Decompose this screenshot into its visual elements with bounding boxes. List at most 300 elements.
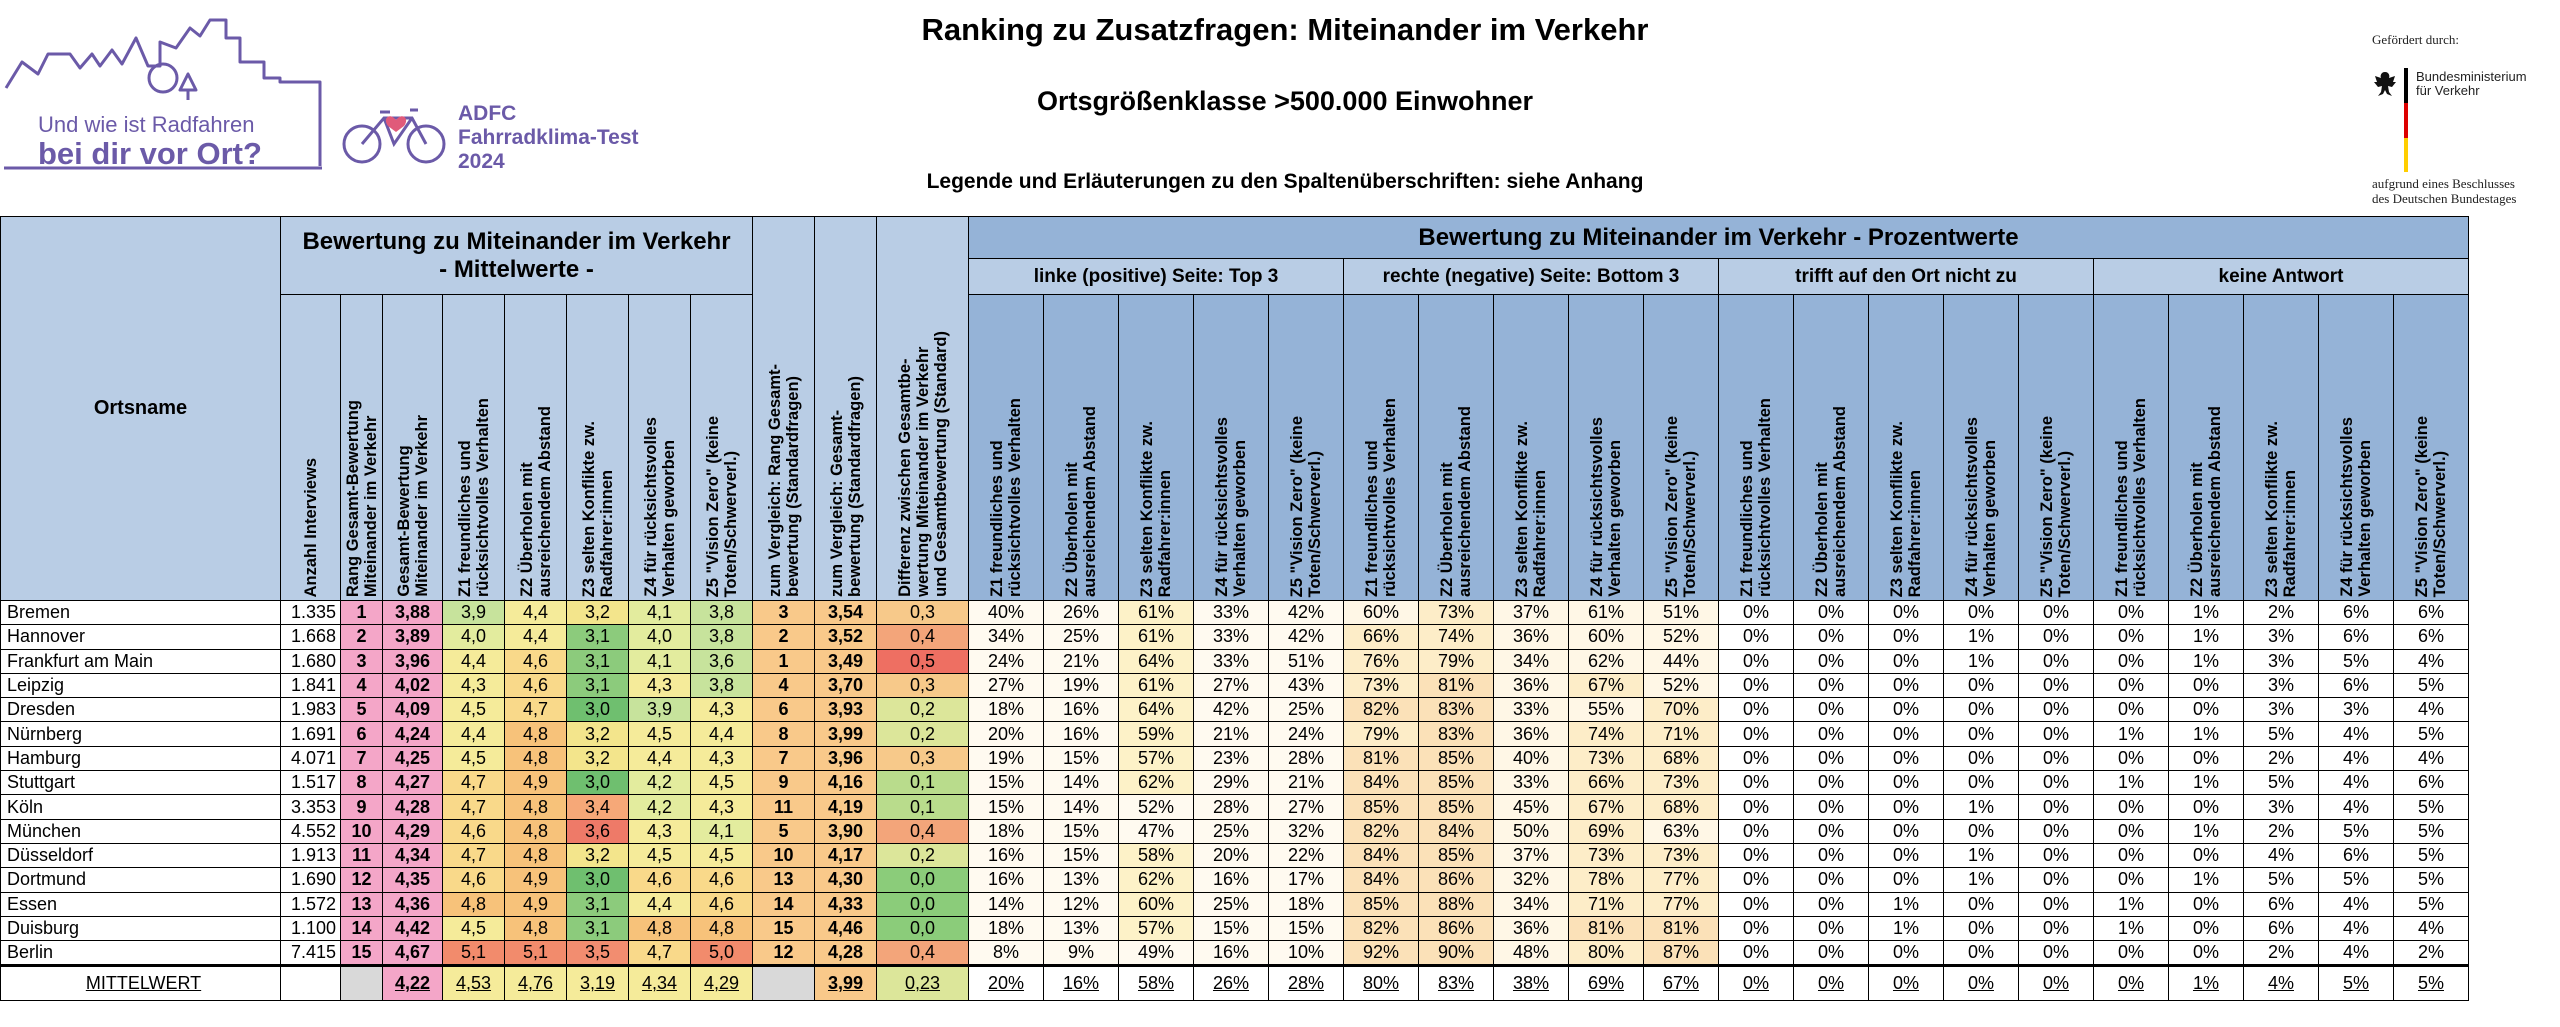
gesamt-bewertung-cell: 4,02 [383, 673, 443, 697]
differenz-cell: 0,1 [877, 795, 969, 819]
keine-antwort-z2-header: Z2 Überholen mit ausreichendem Abstand [2169, 295, 2244, 601]
bottom3-z5-cell: 63% [1644, 819, 1719, 843]
table-row [1, 916, 2469, 940]
nicht-zutreffend-z1-cell: 0% [1719, 916, 1794, 940]
keine-antwort-z2-cell: 1% [2169, 649, 2244, 673]
bottom3-z5-cell: 81% [1644, 916, 1719, 940]
bottom3-z4-cell: 66% [1569, 771, 1644, 795]
bottom3-z3-cell: 32% [1494, 868, 1569, 892]
prozentwerte-group-header: Bewertung zu Miteinander im Verkehr - Prozentwerte [969, 217, 2469, 259]
anzahl-cell: 4.552 [281, 819, 341, 843]
nicht-zutreffend-z4-cell: 0% [1944, 698, 2019, 722]
keine-antwort-z1-cell: 0% [2094, 868, 2169, 892]
nicht-zutreffend-z2-cell: 0% [1794, 795, 1869, 819]
top3-z5-cell: 27% [1269, 795, 1344, 819]
city-skyline-icon [0, 8, 330, 178]
sponsor-by-label: Gefördert durch: [2372, 32, 2459, 47]
top3-z3-cell: 52% [1119, 795, 1194, 819]
nicht-zutreffend-z1-cell: 0% [1719, 868, 1794, 892]
keine-antwort-z4-cell: 4% [2319, 941, 2394, 966]
ministry-name-line2: für Verkehr [2416, 83, 2480, 98]
top3-z2-cell: 13% [1044, 868, 1119, 892]
keine-antwort-z5-cell: 5% [2394, 868, 2469, 892]
mittelwert-z5-cell: 4,3 [691, 746, 753, 770]
anzahl-cell: 1.668 [281, 625, 341, 649]
anzahl-cell: 7.415 [281, 941, 341, 966]
federal-eagle-icon [2372, 70, 2398, 98]
nicht-zutreffend-z3-header: Z3 selten Konflikte zw. Radfahrer:innen [1869, 295, 1944, 601]
table-row [1, 843, 2469, 867]
bottom3-z3-cell: 50% [1494, 819, 1569, 843]
nicht-zutreffend-z2-cell: 0% [1794, 673, 1869, 697]
vergleich-rang-cell: 5 [753, 819, 815, 843]
bottom3-z1-cell: 84% [1344, 843, 1419, 867]
top3-z2-cell: 14% [1044, 795, 1119, 819]
mittelwert-z2-cell: 4,9 [505, 868, 567, 892]
nicht-zutreffend-z1-header: Z1 freundliches und rücksichtvolles Verhalten [1719, 295, 1794, 601]
top3-z4-cell: 15% [1194, 916, 1269, 940]
keine-antwort-z1-cell: 0% [2094, 673, 2169, 697]
ortsname-cell: Köln [1, 795, 281, 819]
gesamt-bewertung-cell: 4,35 [383, 868, 443, 892]
top3-z2-cell: 14% [1044, 771, 1119, 795]
top3-z4-cell: 27% [1194, 673, 1269, 697]
top3-z1-cell: 40% [969, 601, 1044, 625]
nicht-zutreffend-z4-cell: 1% [1944, 795, 2019, 819]
nicht-zutreffend-z4-cell: 0% [1944, 819, 2019, 843]
nicht-zutreffend-z3-cell: 0% [1869, 819, 1944, 843]
nicht-zutreffend-z3-cell: 0% [1869, 698, 1944, 722]
mittelwert-z4-cell: 4,3 [629, 819, 691, 843]
ortsname-cell: Leipzig [1, 673, 281, 697]
ranking-table [0, 216, 2469, 1001]
top3-z4-cell: 23% [1194, 746, 1269, 770]
bottom3-z2-cell: 86% [1419, 868, 1494, 892]
mittelwert-z5-cell: 4,6 [691, 868, 753, 892]
average-bottom3-z2-cell: 83% [1419, 966, 1494, 1001]
keine-antwort-z1-cell: 0% [2094, 625, 2169, 649]
bicycle-heart-icon [340, 100, 450, 166]
keine-antwort-z3-cell: 6% [2244, 892, 2319, 916]
top3-z2-cell: 19% [1044, 673, 1119, 697]
report-header [0, 0, 2560, 215]
keine-antwort-z3-cell: 2% [2244, 941, 2319, 966]
nicht-zutreffend-z2-cell: 0% [1794, 698, 1869, 722]
resolution-line2: des Deutschen Bundestages [2372, 191, 2517, 206]
mittelwert-z2-cell: 4,4 [505, 625, 567, 649]
bottom3-z4-cell: 78% [1569, 868, 1644, 892]
nicht-zutreffend-z3-cell: 0% [1869, 649, 1944, 673]
bottom3-z1-cell: 85% [1344, 795, 1419, 819]
bottom3-z2-cell: 83% [1419, 722, 1494, 746]
top3-z4-cell: 33% [1194, 649, 1269, 673]
table-row [1, 868, 2469, 892]
page-subtitle: Ortsgrößenklasse >500.000 Einwohner [1037, 86, 1533, 116]
ortsname-cell: Duisburg [1, 916, 281, 940]
mittelwert-z4-cell: 4,1 [629, 601, 691, 625]
anzahl-cell: 1.690 [281, 868, 341, 892]
top3-z1-cell: 24% [969, 649, 1044, 673]
keine-antwort-subheader: keine Antwort [2094, 259, 2469, 295]
keine-antwort-z4-cell: 6% [2319, 601, 2394, 625]
bottom3-z5-cell: 73% [1644, 843, 1719, 867]
mittelwert-z3-header: Z3 selten Konflikte zw. Radfahrer:innen [567, 295, 629, 601]
top3-z1-cell: 8% [969, 941, 1044, 966]
keine-antwort-z2-cell: 1% [2169, 601, 2244, 625]
bottom3-z3-cell: 36% [1494, 722, 1569, 746]
top3-z4-cell: 25% [1194, 819, 1269, 843]
vergleich-gesamt-cell: 3,96 [815, 746, 877, 770]
gesamt-bewertung-cell: 4,28 [383, 795, 443, 819]
vergleich-rang-header: zum Vergleich: Rang Gesamt- bewertung (Standardfragen) [753, 217, 815, 601]
nicht-zutreffend-z4-cell: 0% [1944, 601, 2019, 625]
vergleich-gesamt-cell: 4,16 [815, 771, 877, 795]
differenz-cell: 0,5 [877, 649, 969, 673]
top3-z2-cell: 12% [1044, 892, 1119, 916]
average-top3-z2-cell: 16% [1044, 966, 1119, 1001]
top3-z5-cell: 17% [1269, 868, 1344, 892]
top3-z3-cell: 64% [1119, 698, 1194, 722]
svg-text:bei dir vor Ort?: bei dir vor Ort? [38, 136, 262, 171]
nicht-zutreffend-z1-cell: 0% [1719, 625, 1794, 649]
gesamt-bewertung-cell: 4,09 [383, 698, 443, 722]
vergleich-rang-cell: 4 [753, 673, 815, 697]
rang-cell: 11 [341, 843, 383, 867]
nicht-zutreffend-z5-cell: 0% [2019, 941, 2094, 966]
nicht-zutreffend-z2-cell: 0% [1794, 746, 1869, 770]
mittelwert-z2-cell: 4,6 [505, 649, 567, 673]
average-keine-antwort-z5-cell: 5% [2394, 966, 2469, 1001]
keine-antwort-z1-cell: 1% [2094, 892, 2169, 916]
nicht-zutreffend-z3-cell: 0% [1869, 746, 1944, 770]
top3-z1-cell: 18% [969, 819, 1044, 843]
keine-antwort-z1-cell: 1% [2094, 771, 2169, 795]
keine-antwort-z4-cell: 4% [2319, 746, 2394, 770]
keine-antwort-z5-cell: 6% [2394, 771, 2469, 795]
keine-antwort-z4-cell: 5% [2319, 868, 2394, 892]
top3-z5-cell: 42% [1269, 625, 1344, 649]
keine-antwort-z3-cell: 3% [2244, 795, 2319, 819]
keine-antwort-z1-cell: 0% [2094, 795, 2169, 819]
average-keine-antwort-z2-cell: 1% [2169, 966, 2244, 1001]
average-top3-z5-cell: 28% [1269, 966, 1344, 1001]
rang-cell: 7 [341, 746, 383, 770]
keine-antwort-z1-cell: 0% [2094, 941, 2169, 966]
anzahl-cell: 1.517 [281, 771, 341, 795]
bottom3-z1-cell: 82% [1344, 698, 1419, 722]
mittelwert-z4-cell: 4,4 [629, 746, 691, 770]
mittelwert-z5-cell: 3,8 [691, 673, 753, 697]
differenz-cell: 0,0 [877, 868, 969, 892]
vergleich-rang-cell: 2 [753, 625, 815, 649]
keine-antwort-z4-cell: 4% [2319, 892, 2394, 916]
nicht-zutreffend-z4-cell: 0% [1944, 771, 2019, 795]
vergleich-rang-cell: 1 [753, 649, 815, 673]
nicht-zutreffend-z4-cell: 0% [1944, 941, 2019, 966]
average-z4-cell: 4,34 [629, 966, 691, 1001]
top3-z4-cell: 29% [1194, 771, 1269, 795]
mittelwert-z1-cell: 4,7 [443, 771, 505, 795]
vergleich-rang-cell: 3 [753, 601, 815, 625]
ortsname-cell: Dresden [1, 698, 281, 722]
mittelwert-z3-cell: 3,1 [567, 649, 629, 673]
keine-antwort-z5-cell: 4% [2394, 698, 2469, 722]
mittelwert-z5-cell: 4,5 [691, 843, 753, 867]
vergleich-rang-cell: 6 [753, 698, 815, 722]
mittelwert-z3-cell: 3,0 [567, 868, 629, 892]
differenz-cell: 0,4 [877, 819, 969, 843]
keine-antwort-z1-cell: 1% [2094, 722, 2169, 746]
rang-cell: 1 [341, 601, 383, 625]
top3-z5-cell: 22% [1269, 843, 1344, 867]
bottom3-z3-cell: 48% [1494, 941, 1569, 966]
mittelwert-z1-cell: 4,8 [443, 892, 505, 916]
top3-z2-cell: 26% [1044, 601, 1119, 625]
rang-cell: 5 [341, 698, 383, 722]
mittelwert-z5-cell: 3,8 [691, 625, 753, 649]
gesamt-bewertung-cell: 3,96 [383, 649, 443, 673]
top3-z4-cell: 42% [1194, 698, 1269, 722]
resolution-line1: aufgrund eines Beschlusses [2372, 176, 2515, 191]
keine-antwort-z3-cell: 3% [2244, 698, 2319, 722]
nicht-zutreffend-z5-cell: 0% [2019, 843, 2094, 867]
table-row [1, 892, 2469, 916]
mittelwert-z3-cell: 3,2 [567, 601, 629, 625]
anzahl-cell: 1.913 [281, 843, 341, 867]
top3-z5-cell: 24% [1269, 722, 1344, 746]
vergleich-gesamt-cell: 3,54 [815, 601, 877, 625]
vergleich-gesamt-cell: 3,49 [815, 649, 877, 673]
average-bottom3-z5-cell: 67% [1644, 966, 1719, 1001]
nicht-zutreffend-z2-header: Z2 Überholen mit ausreichendem Abstand [1794, 295, 1869, 601]
bottom3-z2-cell: 85% [1419, 795, 1494, 819]
bottom3-z1-cell: 85% [1344, 892, 1419, 916]
keine-antwort-z2-cell: 0% [2169, 892, 2244, 916]
differenz-cell: 0,2 [877, 698, 969, 722]
keine-antwort-z5-cell: 6% [2394, 625, 2469, 649]
bottom3-z3-cell: 37% [1494, 843, 1569, 867]
mittelwert-z5-header: Z5 "Vision Zero" (keine Toten/Schwerverl.) [691, 295, 753, 601]
average-nicht-zutreffend-z2-cell: 0% [1794, 966, 1869, 1001]
nicht-zutreffend-z2-cell: 0% [1794, 771, 1869, 795]
keine-antwort-z5-header: Z5 "Vision Zero" (keine Toten/Schwerverl.) [2394, 295, 2469, 601]
top3-z5-cell: 42% [1269, 601, 1344, 625]
vergleich-gesamt-cell: 4,28 [815, 941, 877, 966]
mittelwert-z4-cell: 4,2 [629, 795, 691, 819]
nicht-zutreffend-z4-cell: 1% [1944, 625, 2019, 649]
adfc-year: 2024 [458, 150, 505, 173]
keine-antwort-z2-cell: 1% [2169, 625, 2244, 649]
bottom3-z4-cell: 73% [1569, 843, 1644, 867]
bottom3-z3-header: Z3 selten Konflikte zw. Radfahrer:innen [1494, 295, 1569, 601]
top3-z2-cell: 13% [1044, 916, 1119, 940]
differenz-cell: 0,1 [877, 771, 969, 795]
keine-antwort-z5-cell: 5% [2394, 892, 2469, 916]
bottom3-z1-cell: 82% [1344, 916, 1419, 940]
keine-antwort-z2-cell: 0% [2169, 941, 2244, 966]
differenz-cell: 0,2 [877, 843, 969, 867]
top3-z1-cell: 15% [969, 771, 1044, 795]
keine-antwort-z4-cell: 4% [2319, 795, 2394, 819]
keine-antwort-z3-header: Z3 selten Konflikte zw. Radfahrer:innen [2244, 295, 2319, 601]
keine-antwort-z4-cell: 5% [2319, 649, 2394, 673]
adfc-label: ADFC [458, 102, 517, 125]
top3-z3-cell: 61% [1119, 625, 1194, 649]
top3-z5-cell: 51% [1269, 649, 1344, 673]
bottom3-z5-cell: 71% [1644, 722, 1719, 746]
vergleich-rang-cell: 8 [753, 722, 815, 746]
keine-antwort-z2-cell: 0% [2169, 795, 2244, 819]
nicht-zutreffend-z2-cell: 0% [1794, 941, 1869, 966]
bottom3-z1-cell: 92% [1344, 941, 1419, 966]
nicht-zutreffend-z3-cell: 0% [1869, 601, 1944, 625]
keine-antwort-z5-cell: 4% [2394, 649, 2469, 673]
mittelwert-z3-cell: 3,2 [567, 722, 629, 746]
nicht-zutreffend-z2-cell: 0% [1794, 722, 1869, 746]
top3-z2-cell: 16% [1044, 698, 1119, 722]
differenz-cell: 0,3 [877, 601, 969, 625]
keine-antwort-z3-cell: 2% [2244, 601, 2319, 625]
bottom3-z5-cell: 77% [1644, 892, 1719, 916]
mittelwert-z3-cell: 3,4 [567, 795, 629, 819]
empty-cell [341, 966, 383, 1001]
bottom3-z5-cell: 68% [1644, 795, 1719, 819]
average-top3-z1-cell: 20% [969, 966, 1044, 1001]
rang-cell: 12 [341, 868, 383, 892]
nicht-zutreffend-z3-cell: 0% [1869, 941, 1944, 966]
mittelwerte-group-line2: - Mittelwerte - [439, 255, 594, 283]
mittelwert-z3-cell: 3,1 [567, 916, 629, 940]
bottom3-z2-cell: 90% [1419, 941, 1494, 966]
mittelwert-z4-cell: 4,2 [629, 771, 691, 795]
nicht-zutreffend-z4-cell: 0% [1944, 916, 2019, 940]
differenz-cell: 0,0 [877, 892, 969, 916]
differenz-cell: 0,3 [877, 673, 969, 697]
table-row [1, 649, 2469, 673]
bottom3-z2-cell: 85% [1419, 746, 1494, 770]
differenz-cell: 0,0 [877, 916, 969, 940]
keine-antwort-z4-cell: 3% [2319, 698, 2394, 722]
ortsname-cell: Bremen [1, 601, 281, 625]
table-row [1, 941, 2469, 966]
top3-z4-cell: 16% [1194, 941, 1269, 966]
top3-z1-cell: 14% [969, 892, 1044, 916]
bottom3-z4-cell: 67% [1569, 673, 1644, 697]
top3-subheader: linke (positive) Seite: Top 3 [969, 259, 1344, 295]
mittelwert-z2-cell: 4,8 [505, 795, 567, 819]
top3-z5-cell: 21% [1269, 771, 1344, 795]
vergleich-gesamt-cell: 4,46 [815, 916, 877, 940]
bottom3-z4-cell: 73% [1569, 746, 1644, 770]
nicht-zutreffend-z2-cell: 0% [1794, 868, 1869, 892]
mittelwert-z2-header: Z2 Überholen mit ausreichendem Abstand [505, 295, 567, 601]
nicht-zutreffend-z4-cell: 0% [1944, 722, 2019, 746]
keine-antwort-z5-cell: 5% [2394, 722, 2469, 746]
top3-z1-cell: 18% [969, 698, 1044, 722]
nicht-zutreffend-z5-cell: 0% [2019, 601, 2094, 625]
top3-z3-cell: 59% [1119, 722, 1194, 746]
nicht-zutreffend-z3-cell: 0% [1869, 625, 1944, 649]
mittelwert-z3-cell: 3,5 [567, 941, 629, 966]
average-z5-cell: 4,29 [691, 966, 753, 1001]
vergleich-rang-cell: 15 [753, 916, 815, 940]
rang-cell: 4 [341, 673, 383, 697]
keine-antwort-z1-cell: 0% [2094, 843, 2169, 867]
nicht-zutreffend-z3-cell: 1% [1869, 892, 1944, 916]
mittelwert-z4-cell: 3,9 [629, 698, 691, 722]
gesamt-bewertung-cell: 4,36 [383, 892, 443, 916]
mittelwert-z2-cell: 5,1 [505, 941, 567, 966]
mittelwert-z3-cell: 3,1 [567, 625, 629, 649]
top3-z5-cell: 28% [1269, 746, 1344, 770]
keine-antwort-z2-cell: 0% [2169, 698, 2244, 722]
vergleich-gesamt-cell: 4,17 [815, 843, 877, 867]
average-z3-cell: 3,19 [567, 966, 629, 1001]
top3-z4-cell: 28% [1194, 795, 1269, 819]
bottom3-z1-cell: 82% [1344, 819, 1419, 843]
anzahl-cell: 1.335 [281, 601, 341, 625]
average-top3-z4-cell: 26% [1194, 966, 1269, 1001]
average-nicht-zutreffend-z3-cell: 0% [1869, 966, 1944, 1001]
bottom3-z5-cell: 77% [1644, 868, 1719, 892]
ortsname-cell: Hannover [1, 625, 281, 649]
keine-antwort-z1-cell: 0% [2094, 746, 2169, 770]
rang-cell: 3 [341, 649, 383, 673]
keine-antwort-z5-cell: 4% [2394, 916, 2469, 940]
ortsname-cell: Düsseldorf [1, 843, 281, 867]
nicht-zutreffend-z3-cell: 0% [1869, 771, 1944, 795]
table-row [1, 722, 2469, 746]
table-row [1, 771, 2469, 795]
keine-antwort-z3-cell: 3% [2244, 649, 2319, 673]
adfc-logo [340, 100, 680, 180]
vergleich-gesamt-cell: 3,99 [815, 722, 877, 746]
keine-antwort-z5-cell: 5% [2394, 819, 2469, 843]
bottom3-z4-cell: 74% [1569, 722, 1644, 746]
nicht-zutreffend-z5-cell: 0% [2019, 649, 2094, 673]
keine-antwort-z5-cell: 6% [2394, 601, 2469, 625]
anzahl-cell: 1.572 [281, 892, 341, 916]
nicht-zutreffend-z2-cell: 0% [1794, 892, 1869, 916]
average-keine-antwort-z4-cell: 5% [2319, 966, 2394, 1001]
top3-z3-cell: 62% [1119, 868, 1194, 892]
top3-z2-cell: 16% [1044, 722, 1119, 746]
mittelwert-z4-cell: 4,4 [629, 892, 691, 916]
ortsname-cell: Essen [1, 892, 281, 916]
nicht-zutreffend-z2-cell: 0% [1794, 819, 1869, 843]
nicht-zutreffend-z1-cell: 0% [1719, 892, 1794, 916]
keine-antwort-z3-cell: 5% [2244, 722, 2319, 746]
bottom3-z5-cell: 70% [1644, 698, 1719, 722]
top3-z3-cell: 61% [1119, 601, 1194, 625]
differenz-cell: 0,4 [877, 625, 969, 649]
vergleich-rang-cell: 9 [753, 771, 815, 795]
mittelwert-z5-cell: 3,8 [691, 601, 753, 625]
keine-antwort-z5-cell: 5% [2394, 673, 2469, 697]
top3-z4-header: Z4 für rücksichtsvolles Verhalten geworben [1194, 295, 1269, 601]
nicht-zutreffend-z1-cell: 0% [1719, 601, 1794, 625]
top3-z5-cell: 18% [1269, 892, 1344, 916]
nicht-zutreffend-z4-cell: 0% [1944, 746, 2019, 770]
top3-z2-cell: 15% [1044, 746, 1119, 770]
nicht-zutreffend-z3-cell: 1% [1869, 916, 1944, 940]
vergleich-gesamt-cell: 3,90 [815, 819, 877, 843]
anzahl-cell: 4.071 [281, 746, 341, 770]
nicht-zutreffend-z2-cell: 0% [1794, 601, 1869, 625]
rang-cell: 15 [341, 941, 383, 966]
rang-cell: 14 [341, 916, 383, 940]
bottom3-z3-cell: 33% [1494, 771, 1569, 795]
